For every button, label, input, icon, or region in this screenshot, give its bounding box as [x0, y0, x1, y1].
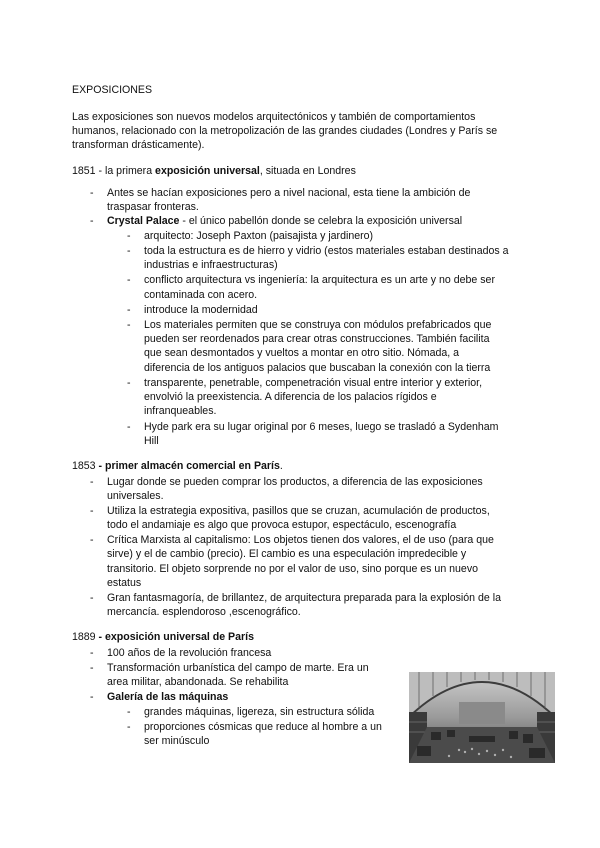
heading-bold: exposición universal de París: [105, 631, 254, 643]
sub-item-line: envolvió la preexistencia. A diferencia de los palacios rígidos e: [144, 391, 437, 403]
bullet-dash: -: [127, 421, 131, 433]
sub-item-line: infranqueables.: [144, 405, 217, 417]
list-item-line: Gran fantasmagoría, de brillantez, de arquitectura preparada para la explosión de la: [107, 592, 501, 604]
sub-item-line: introduce la modernidad: [144, 304, 258, 316]
bullet-dash: -: [90, 647, 94, 659]
sub-item-line: pueden ser reordenados para crear otras construcciones. También facilita: [144, 333, 490, 345]
bullet-dash: -: [127, 304, 131, 316]
bullet-dash: -: [90, 505, 94, 517]
heading-text: - la primera: [95, 165, 156, 177]
list-item-crystal-palace: [107, 214, 462, 228]
bullet-dash: -: [90, 592, 94, 604]
galeria-maquinas-photo: [409, 672, 555, 763]
sub-item-line: arquitecto: Joseph Paxton (paisajista y jardinero): [144, 230, 374, 242]
sub-item-line: contaminada con acero.: [144, 289, 258, 301]
section-heading-1853: [72, 459, 283, 473]
intro-line: humanos, relacionado con la metropolización de las grandes ciudades (Londres y París se: [72, 125, 498, 137]
bullet-dash: -: [90, 691, 94, 703]
heading-bold: primer almacén comercial en París: [105, 460, 280, 472]
bullet-dash: -: [90, 476, 94, 488]
list-item-line: mercancía. esplendoroso ,escenográfico.: [107, 606, 301, 618]
sub-item-line: transparente, penetrable, compenetración visual entre interior y exterior,: [144, 377, 483, 389]
sub-item-line: diferencia de los antiguos palacios que buscaban la conexión con la tierra: [144, 362, 491, 374]
bullet-dash: -: [90, 534, 94, 546]
list-item-line: Utiliza la estrategia expositiva, pasillos que se cruzan, acumulación de productos,: [107, 505, 490, 517]
heading-text: .: [279, 460, 283, 472]
list-item-line: Lugar donde se pueden comprar los productos, a diferencia de las exposiciones: [107, 476, 483, 488]
sub-item-line: ser minúsculo: [144, 735, 210, 747]
heading-text: , situada en Londres: [259, 165, 356, 177]
bullet-dash: -: [127, 706, 131, 718]
heading-bold: exposición universal: [155, 165, 260, 177]
intro-line: transforman drásticamente).: [72, 139, 205, 151]
list-item-line: estatus: [107, 577, 142, 589]
sub-item-line: Los materiales permiten que se construya con módulos prefabricados que: [144, 319, 492, 331]
bullet-dash: -: [90, 662, 94, 674]
heading-dash: -: [95, 460, 105, 472]
section-year: 1889: [72, 631, 96, 643]
page-title: EXPOSICIONES: [72, 84, 153, 96]
sub-item-line: Hyde park era su lugar original por 6 meses, luego se trasladó a Sydenham: [144, 421, 499, 433]
sub-item-line: grandes máquinas, ligereza, sin estructura sólida: [144, 706, 375, 718]
bullet-dash: -: [90, 187, 94, 199]
list-item-line: Transformación urbanística del campo de marte. Era un: [107, 662, 369, 674]
sub-item-line: Hill: [144, 435, 159, 447]
section-heading-1889: [72, 630, 254, 644]
section-year: 1851: [72, 165, 96, 177]
list-item-line: sirve) y el de cambio (precio). El cambio es una especulación impredecible y: [107, 548, 467, 560]
sub-item-line: conflicto arquitectura vs ingeniería: la arquitectura es un arte y no debe ser: [144, 274, 495, 286]
bullet-dash: -: [127, 377, 131, 389]
list-item-line: transitorio. El objeto sorprende no por el valor de uso, sino porque es un nuevo: [107, 563, 479, 575]
list-item-line: traspasar fronteras.: [107, 201, 199, 213]
heading-dash: -: [95, 631, 105, 643]
bullet-dash: -: [90, 215, 94, 227]
intro-line: Las exposiciones son nuevos modelos arquitectónicos y también de comportamientos: [72, 111, 476, 123]
bullet-dash: -: [127, 230, 131, 242]
list-item-line: Antes se hacían exposiciones pero a nivel nacional, esta tiene la ambición de: [107, 187, 471, 199]
bullet-dash: -: [127, 245, 131, 257]
list-item-line: Crítica Marxista al capitalismo: Los objetos tienen dos valores, el de uso (para que: [107, 534, 494, 546]
list-item-line: 100 años de la revolución francesa: [107, 647, 272, 659]
list-item-line: area militar, abandonada. Se rehabilita: [107, 676, 289, 688]
sub-item-line: industrias e infraestructuras): [144, 259, 278, 271]
bullet-dash: -: [127, 721, 131, 733]
item-text: - el único pabellón donde se celebra la exposición universal: [179, 215, 463, 227]
sub-item-line: proporciones cósmicas que reduce al hombre a un: [144, 721, 382, 733]
sub-item-line: que sean desmontados y vueltos a montar en otro sitio. Nómada, a: [144, 347, 460, 359]
list-item-line: universales.: [107, 490, 164, 502]
list-item-line: todo el andamiaje es algo que provoca estupor, espectáculo, escenografía: [107, 519, 457, 531]
bullet-dash: -: [127, 274, 131, 286]
section-year: 1853: [72, 460, 96, 472]
sub-item-line: toda la estructura es de hierro y vidrio (estos materiales estaban destinados a: [144, 245, 509, 257]
bullet-dash: -: [127, 319, 131, 331]
item-bold: Crystal Palace: [107, 215, 180, 227]
list-item-galeria: Galería de las máquinas: [107, 691, 229, 703]
section-heading-1851: [72, 164, 356, 178]
